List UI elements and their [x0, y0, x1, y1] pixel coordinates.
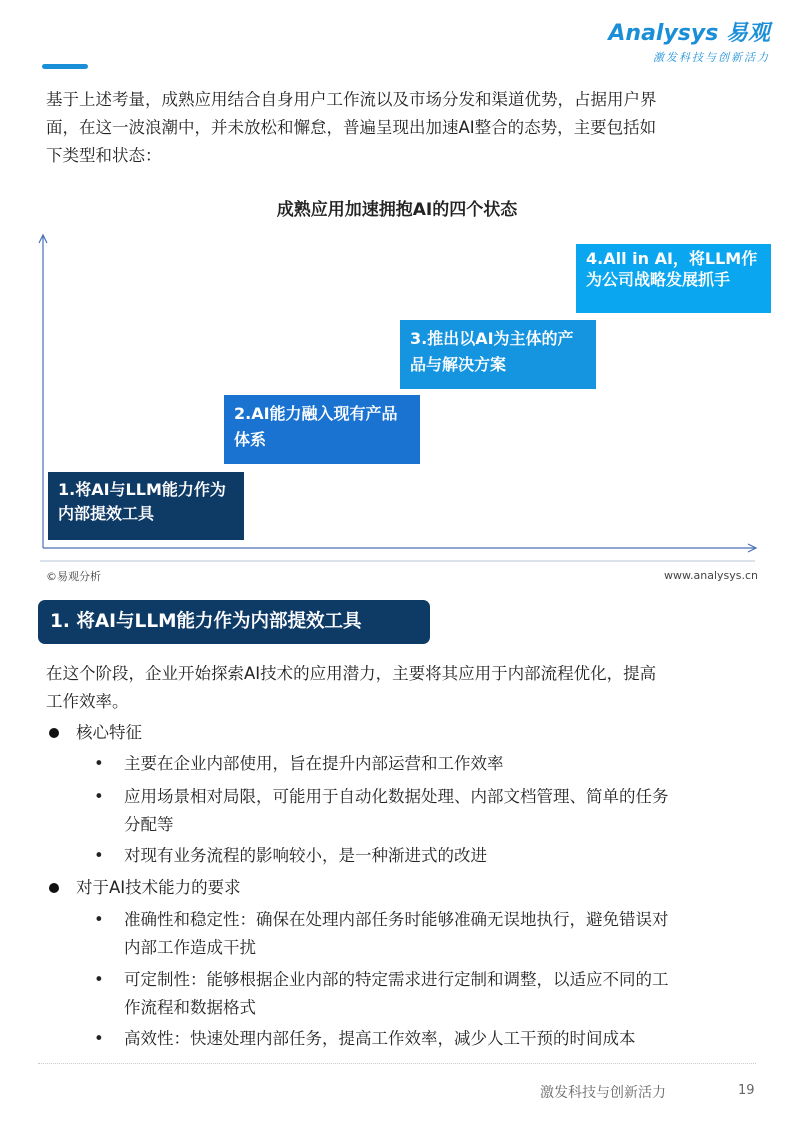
lead-line: 在这个阶段，企业开始探索AI技术的应用潜力，主要将其应用于内部流程优化，提高: [46, 664, 657, 683]
sub-bullet: •: [94, 910, 104, 929]
page-number: 19: [738, 1083, 755, 1098]
stage-1-box: 1.将AI与LLM能力作为内部提效工具: [48, 472, 244, 540]
logo-tagline: 激发科技与创新活力: [653, 51, 770, 64]
list-item: [124, 783, 669, 839]
bullet-icon: [49, 883, 59, 893]
list-item: 主要在企业内部使用，旨在提升内部运营和工作效率: [124, 754, 504, 773]
stage-4-box: 4.All in AI，将LLM作为公司战略发展抓手: [576, 244, 771, 313]
intro-line: 下类型和状态：: [46, 146, 162, 165]
list-item-line: 内部工作造成干扰: [124, 938, 256, 957]
bullet-icon: [49, 728, 59, 738]
sub-bullet: •: [94, 754, 104, 773]
list-item-line: 分配等: [124, 815, 174, 834]
sub-bullet: •: [94, 1029, 104, 1048]
sub-bullet: •: [94, 787, 104, 806]
figure-website: www.analysys.cn: [664, 569, 758, 582]
figure-title: 成熟应用加速拥抱AI的四个状态: [276, 200, 518, 220]
list-item: [124, 906, 669, 962]
figure-source: ©易观分析: [46, 570, 101, 583]
list-item: 对现有业务流程的影响较小，是一种渐进式的改进: [124, 846, 487, 865]
list-item-line: 作流程和数据格式: [124, 998, 256, 1017]
intro-line: 面，在这一波浪潮中，并未放松和懈怠，普遍呈现出加速AI整合的态势，主要包括如: [46, 118, 657, 137]
stage-3-box: 3.推出以AI为主体的产品与解决方案: [400, 320, 596, 389]
section-lead: [46, 660, 756, 716]
intro-line: 基于上述考量，成熟应用结合自身用户工作流以及市场分发和渠道优势，占据用户界: [46, 90, 657, 109]
list-item-line: 准确性和稳定性：确保在处理内部任务时能够准确无误地执行，避免错误对: [124, 910, 669, 929]
group-heading: 核心特征: [76, 723, 142, 742]
footer-tagline: 激发科技与创新活力: [540, 1085, 666, 1101]
group-heading: 对于AI技术能力的要求: [76, 878, 241, 897]
list-item-line: 可定制性：能够根据企业内部的特定需求进行定制和调整，以适应不同的工: [124, 970, 669, 989]
list-item: [124, 966, 669, 1022]
list-item-line: 应用场景相对局限，可能用于自动化数据处理、内部文档管理、简单的任务: [124, 787, 669, 806]
list-item: 高效性：快速处理内部任务，提高工作效率，减少人工干预的时间成本: [124, 1029, 636, 1048]
logo-text: Analysys 易观: [608, 21, 770, 46]
footer-divider: [38, 1063, 756, 1064]
sub-bullet: •: [94, 846, 104, 865]
stage-2-box: 2.AI能力融入现有产品体系: [224, 395, 420, 464]
section-heading: 1. 将AI与LLM能力作为内部提效工具: [38, 600, 430, 644]
lead-line: 工作效率。: [46, 692, 129, 711]
sub-bullet: •: [94, 970, 104, 989]
